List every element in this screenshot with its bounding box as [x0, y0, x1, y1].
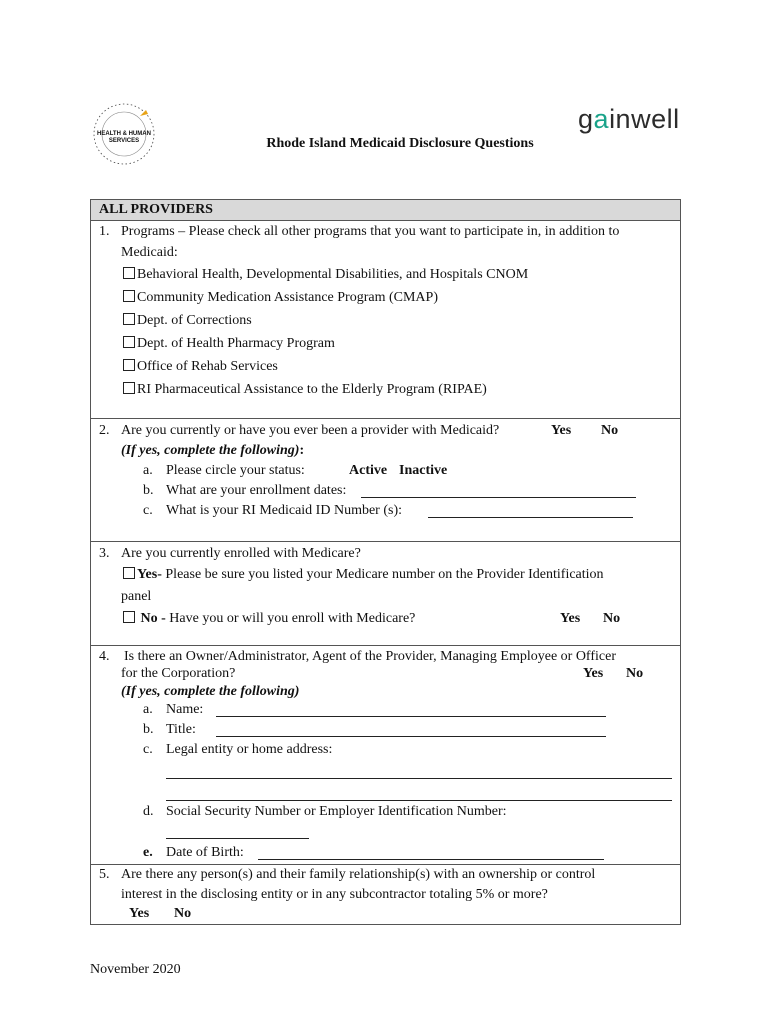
q2-yes-option[interactable]: Yes [551, 423, 572, 438]
q2-b-text: What are your enrollment dates: [166, 483, 347, 498]
program-option-corrections[interactable]: Dept. of Corrections [123, 312, 252, 330]
checkbox[interactable] [123, 336, 135, 348]
q4-c-text: Legal entity or home address: [166, 742, 333, 757]
q4-b-text: Title: [166, 722, 196, 737]
q4-instruction: (If yes, complete the following) [121, 684, 300, 699]
q5-no-option[interactable]: No [174, 906, 192, 921]
q1-number: 1. [99, 224, 110, 239]
q2-text: Are you currently or have you ever been a provider with Medicaid? [121, 423, 500, 438]
q4-d-label: d. [143, 804, 154, 819]
q2-no-option[interactable]: No [601, 423, 619, 438]
q2-c-text: What is your RI Medicaid ID Number (s): [166, 503, 402, 518]
q4-b-label: b. [143, 722, 154, 737]
q4-e-label: e. [143, 845, 153, 860]
question-2 [91, 418, 680, 541]
program-option-cnom[interactable]: Behavioral Health, Developmental Disabilities, and Hospitals CNOM [123, 266, 528, 284]
document-title: Rhode Island Medicaid Disclosure Questions [266, 136, 534, 151]
owner-name-field[interactable] [216, 704, 606, 717]
q3-number: 3. [99, 546, 110, 561]
gainwell-logo: gainwell [578, 104, 680, 134]
enrollment-dates-field[interactable] [361, 485, 636, 498]
q3-text: Are you currently enrolled with Medicare? [121, 546, 361, 561]
address-field-line1[interactable] [166, 766, 672, 779]
q4-a-text: Name: [166, 702, 204, 717]
checkbox[interactable] [123, 611, 135, 623]
q1-text-line1: Programs – Please check all other programs that you want to participate in, in addition to [121, 224, 620, 239]
q5-text-line2: interest in the disclosing entity or in any subcontractor totaling 5% or more? [121, 887, 548, 902]
q3-yes-option[interactable]: Yes- Please be sure you listed your Medicare number on the Provider Identification [123, 566, 604, 584]
checkbox[interactable] [123, 290, 135, 302]
checkbox[interactable] [123, 382, 135, 394]
seal-line-2: SERVICES [108, 138, 140, 144]
q2-b-label: b. [143, 483, 154, 498]
program-option-rehab[interactable]: Office of Rehab Services [123, 358, 278, 376]
ssn-ein-field[interactable] [166, 826, 309, 839]
checkbox[interactable] [123, 313, 135, 325]
q4-d-text: Social Security Number or Employer Identification Number: [166, 804, 507, 819]
q4-no-option[interactable]: No [626, 666, 644, 681]
section-heading: ALL PROVIDERS [91, 200, 680, 220]
disclosure-questions-table [90, 199, 681, 925]
q4-e-text: Date of Birth: [166, 845, 244, 860]
q3-enroll-yes[interactable]: Yes [560, 611, 581, 626]
q3-enroll-no[interactable]: No [603, 611, 621, 626]
q4-yes-option[interactable]: Yes [583, 666, 604, 681]
footer-date: November 2020 [90, 962, 181, 977]
seal-line-1: HEALTH & HUMAN [97, 131, 151, 137]
q3-yes-text-line2: panel [121, 589, 152, 604]
question-3 [91, 541, 680, 645]
q2-c-label: c. [143, 503, 153, 518]
q4-c-label: c. [143, 742, 153, 757]
program-option-health-pharmacy[interactable]: Dept. of Health Pharmacy Program [123, 335, 335, 353]
q2-instruction: (If yes, complete the following): [121, 443, 305, 458]
checkbox[interactable] [123, 567, 135, 579]
executive-office-seal-logo [88, 98, 160, 170]
address-field-line2[interactable] [166, 788, 672, 801]
question-4 [91, 645, 680, 864]
checkbox[interactable] [123, 359, 135, 371]
q2-a-text: Please circle your status: [166, 463, 305, 478]
q1-text-line2: Medicaid: [121, 245, 178, 260]
q4-number: 4. [99, 649, 110, 664]
program-option-ripae[interactable]: RI Pharmaceutical Assistance to the Elderly Program (RIPAE) [123, 381, 487, 399]
q3-no-option[interactable]: No - Have you or will you enroll with Medicare? [123, 610, 415, 628]
q4-text-line2: for the Corporation? [121, 666, 236, 681]
q5-yes-option[interactable]: Yes [129, 906, 150, 921]
q4-a-label: a. [143, 702, 153, 717]
program-option-cmap[interactable]: Community Medication Assistance Program (CMAP) [123, 289, 438, 307]
checkbox[interactable] [123, 267, 135, 279]
question-1 [91, 220, 680, 418]
owner-title-field[interactable] [216, 724, 606, 737]
medicaid-id-field[interactable] [428, 505, 633, 518]
status-active[interactable]: Active [349, 463, 388, 478]
q2-number: 2. [99, 423, 110, 438]
q5-text-line1: Are there any person(s) and their family relationship(s) with an ownership or control [121, 867, 596, 882]
question-5 [91, 864, 680, 924]
status-inactive[interactable]: Inactive [399, 463, 448, 478]
q5-number: 5. [99, 867, 110, 882]
q2-a-label: a. [143, 463, 153, 478]
q4-text-line1: Is there an Owner/Administrator, Agent of the Provider, Managing Employee or Officer [124, 649, 616, 664]
date-of-birth-field[interactable] [258, 847, 604, 860]
